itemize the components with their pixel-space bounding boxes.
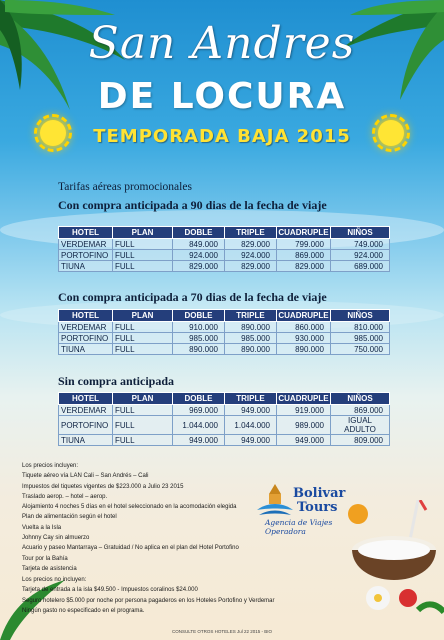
cell-triple: 924.000 <box>225 250 277 261</box>
title-line1: San Andres <box>88 18 356 69</box>
cell-triple: 890.000 <box>225 322 277 333</box>
logo-name-line1: Bolivar <box>293 486 346 501</box>
cell-hotel: PORTOFINO <box>59 333 113 344</box>
cell-hotel: VERDEMAR <box>59 322 113 333</box>
cell-triple: 890.000 <box>225 344 277 355</box>
section-1-heading: Con compra anticipada a 90 dias de la fecha de viaje <box>58 198 327 212</box>
cell-triple: 985.000 <box>225 333 277 344</box>
cell-hotel: VERDEMAR <box>59 405 113 416</box>
cell-doble: 924.000 <box>173 250 225 261</box>
cell-plan: FULL <box>113 250 173 261</box>
table-row <box>59 250 390 261</box>
rates-table-70-days <box>58 309 390 355</box>
col-ninos: NIÑOS <box>331 227 390 239</box>
section-2-heading: Con compra anticipada a 70 dias de la fecha de viaje <box>58 290 327 304</box>
cell-plan: FULL <box>113 416 173 435</box>
col-doble: DOBLE <box>173 310 225 322</box>
cell-ninos: 750.000 <box>331 344 390 355</box>
cell-doble: 910.000 <box>173 322 225 333</box>
list-item: Impuestos del tiquetes vigentes de $223.000 a Julio 23 2015 <box>22 483 184 490</box>
cell-cuadruple: 890.000 <box>277 344 331 355</box>
cell-cuadruple: 799.000 <box>277 239 331 250</box>
table-row <box>59 405 390 416</box>
cell-cuadruple: 930.000 <box>277 333 331 344</box>
table-row <box>59 416 390 435</box>
cell-doble: 890.000 <box>173 344 225 355</box>
table-row <box>59 261 390 272</box>
table-row <box>59 333 390 344</box>
cell-hotel: PORTOFINO <box>59 416 113 435</box>
cell-ninos: 810.000 <box>331 322 390 333</box>
list-item: Vuelta a la Isla <box>22 524 62 531</box>
logo-tagline: Agencia de Viajes Operadora <box>265 518 333 536</box>
cell-ninos: 749.000 <box>331 239 390 250</box>
includes-list <box>22 461 239 574</box>
table-row <box>59 322 390 333</box>
cell-triple: 1.044.000 <box>225 416 277 435</box>
table-header-row <box>59 310 390 322</box>
col-hotel: HOTEL <box>59 310 113 322</box>
cell-cuadruple: 949.000 <box>277 435 331 446</box>
col-plan: PLAN <box>113 310 173 322</box>
list-item: Acuario y paseo Mantarraya – Gratuidad / No aplica en el plan del Hotel Portofino <box>22 545 239 552</box>
cell-ninos: 985.000 <box>331 333 390 344</box>
cell-plan: FULL <box>113 239 173 250</box>
cell-triple: 829.000 <box>225 239 277 250</box>
col-doble: DOBLE <box>173 393 225 405</box>
cell-plan: FULL <box>113 344 173 355</box>
cell-hotel: TIUNA <box>59 344 113 355</box>
col-ninos: NIÑOS <box>331 310 390 322</box>
cell-ninos: 809.000 <box>331 435 390 446</box>
cell-triple: 949.000 <box>225 435 277 446</box>
cell-cuadruple: 829.000 <box>277 261 331 272</box>
col-triple: TRIPLE <box>225 310 277 322</box>
cell-doble: 829.000 <box>173 261 225 272</box>
list-item: Seguro hotelero $5.000 por noche por persona pagaderos en los Hoteles Portofino y Verdemar <box>22 597 275 604</box>
cell-triple: 829.000 <box>225 261 277 272</box>
table-row <box>59 239 390 250</box>
list-item: Tarjeta de entrada a la isla $49.500 - Impuestos coralinos $24.000 <box>22 587 198 594</box>
list-item: Johnny Cay sin almuerzo <box>22 535 90 542</box>
list-item: Traslado aerop. – hotel – aerop. <box>22 493 108 500</box>
cell-plan: FULL <box>113 405 173 416</box>
col-triple: TRIPLE <box>225 393 277 405</box>
table-row <box>59 344 390 355</box>
cell-cuadruple: 860.000 <box>277 322 331 333</box>
list-item: Tiquete aéreo vía LAN Cali – San Andrés – Cali <box>22 473 149 480</box>
cell-doble: 949.000 <box>173 435 225 446</box>
logo-name-line2: Tours <box>297 500 338 515</box>
table-header-row <box>59 227 390 239</box>
col-cuadruple: CUADRUPLE <box>278 394 329 403</box>
section-3-heading: Sin compra anticipada <box>58 374 175 388</box>
table-row <box>59 435 390 446</box>
cell-cuadruple: 919.000 <box>277 405 331 416</box>
cell-triple: 949.000 <box>225 405 277 416</box>
list-item: Ningún gasto no especificado en el programa. <box>22 607 145 614</box>
col-doble: DOBLE <box>173 227 225 239</box>
col-cuadruple: CUADRUPLE <box>278 228 329 237</box>
cell-hotel: TIUNA <box>59 261 113 272</box>
cell-ninos: 689.000 <box>331 261 390 272</box>
cell-hotel: PORTOFINO <box>59 250 113 261</box>
logo-emblem-icon <box>255 482 295 522</box>
col-triple: TRIPLE <box>225 227 277 239</box>
cell-doble: 849.000 <box>173 239 225 250</box>
col-plan: PLAN <box>113 227 173 239</box>
cell-plan: FULL <box>113 333 173 344</box>
excludes-title: Los precios no incluyen: <box>22 577 87 583</box>
cell-doble: 969.000 <box>173 405 225 416</box>
title-line3: TEMPORADA BAJA 2015 <box>93 126 351 147</box>
cell-ninos: 869.000 <box>331 405 390 416</box>
cell-ninos: IGUAL ADULTO <box>331 416 390 435</box>
cell-cuadruple: 869.000 <box>277 250 331 261</box>
excludes-list <box>22 575 275 616</box>
cell-hotel: TIUNA <box>59 435 113 446</box>
cell-plan: FULL <box>113 322 173 333</box>
footer-note: CONSULTE OTROS HOTELES Jul 22 2015 - BIO <box>172 629 272 634</box>
cell-cuadruple: 989.000 <box>277 416 331 435</box>
list-item: Tour por la Bahía <box>22 555 68 562</box>
col-hotel: HOTEL <box>59 227 113 239</box>
rates-table-90-days <box>58 226 390 272</box>
intro-heading: Tarifas aéreas promocionales <box>58 181 192 193</box>
title-line2: DE LOCURA <box>97 76 347 117</box>
coconut-drink-icon <box>348 500 444 620</box>
list-item: Alojamiento 4 noches 5 días en el hotel seleccionado en la acomodación elegida <box>22 504 237 511</box>
col-hotel: HOTEL <box>59 393 113 405</box>
rates-table-no-advance <box>58 392 390 446</box>
col-cuadruple: CUADRUPLE <box>278 311 329 320</box>
table-header-row <box>59 393 390 405</box>
col-ninos: NIÑOS <box>331 393 390 405</box>
cell-ninos: 924.000 <box>331 250 390 261</box>
cell-doble: 1.044.000 <box>173 416 225 435</box>
includes-title: Los precios incluyen: <box>22 463 79 469</box>
list-item: Tarjeta de asistencia <box>22 565 77 572</box>
cell-doble: 985.000 <box>173 333 225 344</box>
cell-plan: FULL <box>113 261 173 272</box>
list-item: Plan de alimentación según el hotel <box>22 514 117 521</box>
col-plan: PLAN <box>113 393 173 405</box>
cell-hotel: VERDEMAR <box>59 239 113 250</box>
cell-plan: FULL <box>113 435 173 446</box>
